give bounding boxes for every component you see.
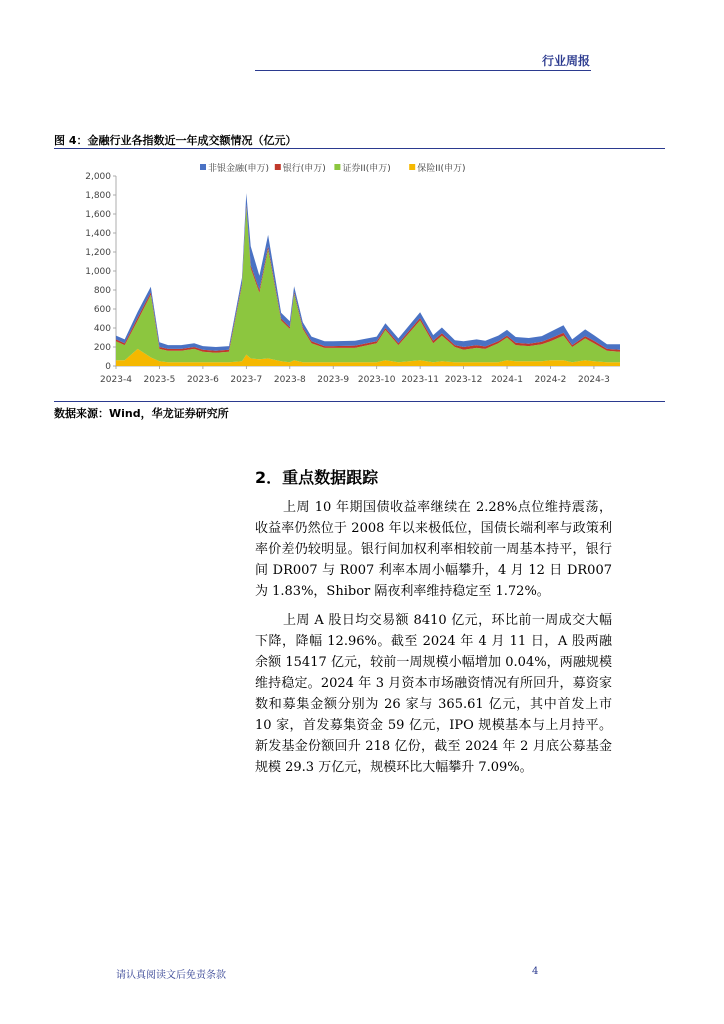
x-tick-labels bbox=[100, 366, 610, 385]
legend-label: 非银金融(申万) bbox=[208, 164, 270, 174]
y-tick-label: 1,400 bbox=[85, 229, 111, 239]
y-tick-label: 800 bbox=[93, 286, 111, 296]
x-tick-label: 2023-11 bbox=[401, 375, 439, 385]
y-tick-label: 0 bbox=[105, 362, 111, 372]
section-heading: 2．重点数据跟踪 bbox=[255, 468, 379, 487]
legend-swatch bbox=[409, 164, 415, 170]
x-tick-label: 2023-5 bbox=[143, 375, 176, 385]
y-tick-label: 1,200 bbox=[85, 248, 111, 258]
figure-top-rule bbox=[54, 148, 665, 149]
y-tick-label: 600 bbox=[93, 305, 111, 315]
y-tick-label: 400 bbox=[93, 324, 111, 334]
figure-bottom-rule bbox=[54, 401, 665, 402]
x-tick-label: 2023-9 bbox=[317, 375, 350, 385]
x-tick-label: 2023-4 bbox=[100, 375, 132, 385]
y-tick-label: 1,600 bbox=[85, 210, 111, 220]
area-non-bank bbox=[116, 193, 620, 351]
body-paragraph: 上周 A 股日均交易额 8410 亿元，环比前一周成交大幅下降，降幅 12.96%。截至 2024 年 4 月 11 日，A 股两融余额 15417 亿元，较前一周规模小幅增加 0.04%，两融规模维持稳定。2024 年 3 月资本市场融资情况有所回升，募资家数和募集金额分别为 26 家与 365.61 亿元，其中首发上市 10 家，首发募集资金 59 亿元，IPO 规模基本与上月持平。新发基金份额回升 218 亿份，截至 2024 年 2 月底公募基金规模 29.3 万亿元，规模环比大幅攀升 7.09%。 bbox=[255, 613, 612, 775]
x-tick-label: 2024-2 bbox=[534, 375, 567, 385]
legend-label: 保险II(申万) bbox=[417, 164, 466, 174]
x-tick-label: 2024-1 bbox=[491, 375, 523, 385]
x-tick-label: 2023-7 bbox=[230, 375, 263, 385]
turnover-area-chart bbox=[54, 152, 665, 398]
area-bank bbox=[116, 205, 620, 353]
figure-title: 图 4：金融行业各指数近一年成交额情况（亿元） bbox=[54, 134, 297, 147]
x-tick-label: 2024-3 bbox=[577, 375, 610, 385]
chart-areas bbox=[116, 193, 620, 366]
x-tick-label: 2023-12 bbox=[444, 375, 483, 385]
x-tick-label: 2023-6 bbox=[186, 375, 219, 385]
legend-swatch bbox=[200, 164, 206, 170]
y-tick-label: 2,000 bbox=[85, 172, 111, 182]
y-tick-label: 200 bbox=[93, 343, 111, 353]
y-tick-labels bbox=[85, 172, 116, 372]
figure-source: 数据来源：Wind，华龙证券研究所 bbox=[54, 407, 229, 420]
chart-legend bbox=[200, 162, 466, 174]
legend-swatch bbox=[334, 164, 340, 170]
x-tick-label: 2023-8 bbox=[273, 375, 306, 385]
x-tick-label: 2023-10 bbox=[357, 375, 396, 385]
report-type-title: 行业周报 bbox=[541, 54, 590, 68]
y-tick-label: 1,800 bbox=[85, 191, 111, 201]
legend-label: 证券II(申万) bbox=[342, 164, 391, 174]
legend-swatch bbox=[275, 164, 281, 170]
legend-label: 银行(申万) bbox=[282, 164, 326, 174]
page-number: 4 bbox=[532, 966, 539, 977]
body-paragraph: 上周 10 年期国债收益率继续在 2.28%点位维持震荡，收益率仍然位于 2008 年以来极低位，国债长端利率与政策利率价差仍较明显。银行间加权利率相较前一周基本持平，银行间 DR007 与 R007 利率本周小幅攀升，4 月 12 日 DR007 为 1.83%，Shibor 隔夜利率维持稳定至 1.72%。 bbox=[255, 500, 612, 599]
disclaimer-note: 请认真阅读文后免责条款 bbox=[116, 970, 226, 981]
y-tick-label: 1,000 bbox=[85, 267, 111, 277]
header-divider bbox=[255, 70, 591, 71]
